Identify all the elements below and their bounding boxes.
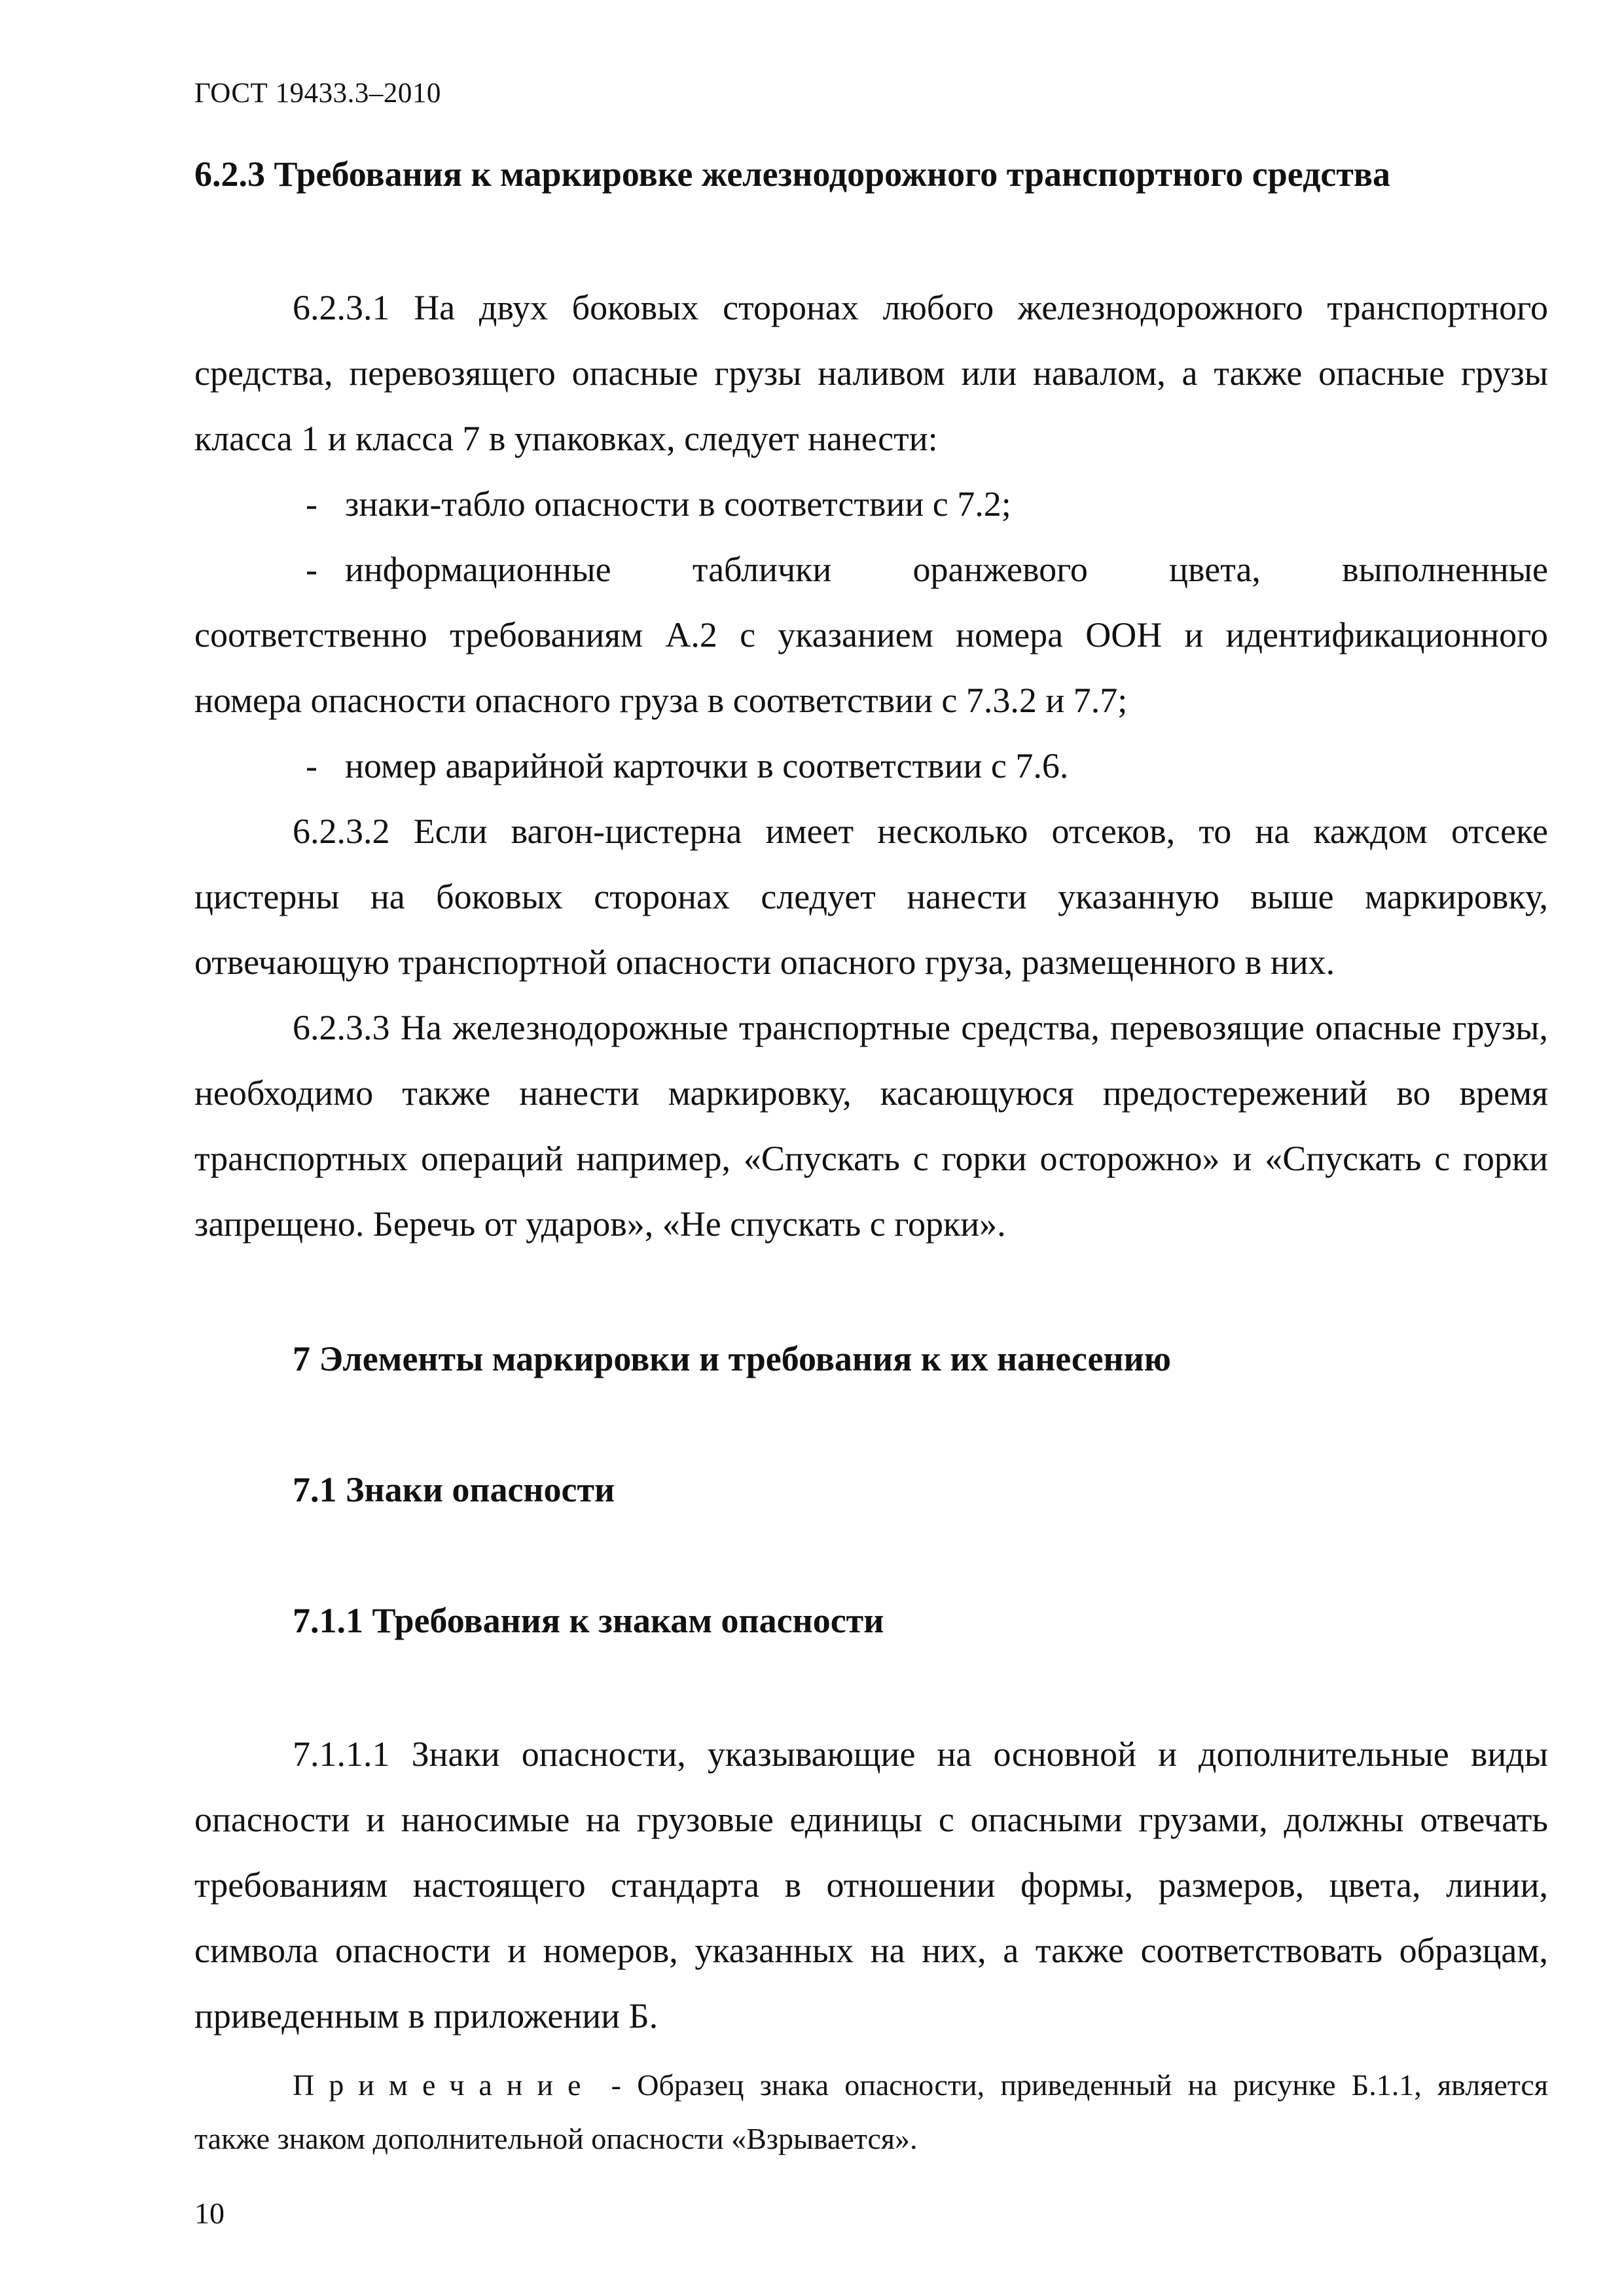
list-dash: - (306, 550, 317, 589)
heading-section-7: 7 Элементы маркировки и требования к их нанесению (293, 1339, 1171, 1378)
list-item-text: номер аварийной карточки в соответствии с 7.6. (345, 746, 1069, 785)
note-text: - Образец знака опасности, приведенный на рисунке Б.1.1, является также знаком дополнительной опасности «Взрывается». (194, 2068, 1549, 2155)
list-dash: - (306, 484, 317, 524)
list-item-text-first: информационные таблички оранжевого цвета, выполненные (345, 550, 1548, 589)
standard-code-header: ГОСТ 19433.3–2010 (194, 78, 441, 109)
list-item-3 (194, 733, 1548, 798)
paragraph-6-2-3-2: 6.2.3.2 Если вагон-цистерна имеет несколько отсеков, то на каждом отсеке цистерны на боковых сторонах следует нанести указанную выше маркировку, отвечающую транспортной опасности опасного груза, размещенного в них. (194, 812, 1548, 982)
paragraph-6-2-3-1: 6.2.3.1 На двух боковых сторонах любого железнодорожного транспортного средства, перевозящего опасные грузы наливом или навалом, а также опасные грузы класса 1 и класса 7 в упаковках, следует нанести: (194, 288, 1548, 458)
list-item-first-line (194, 537, 1548, 602)
heading-7-1-1: 7.1.1 Требования к знакам опасности (293, 1601, 884, 1640)
heading-6-2-3: 6.2.3 Требования к маркировке железнодорожного транспортного средства (194, 154, 1391, 194)
note (194, 2058, 1548, 2166)
heading-7-1: 7.1 Знаки опасности (293, 1470, 615, 1509)
list-dash: - (306, 746, 317, 785)
list-item-2 (194, 537, 1548, 733)
paragraph-7-1-1-1: 7.1.1.1 Знаки опасности, указывающие на основной и дополнительные виды опасности и наносимые на грузовые единицы с опасными грузами, должны отвечать требованиям настоящего стандарта в отношении формы, размеров, цвета, линии, символа опасности и номеров, указанных на них, а также соответствовать образцам, приведенным в приложении Б. (194, 1734, 1548, 2036)
list-item-1 (194, 471, 1548, 537)
list-item-text-rest: соответственно требованиям А.2 с указанием номера ООН и идентификационного номера опасности опасного груза в соответствии с 7.3.2 и 7.7; (194, 615, 1548, 720)
page-number: 10 (194, 2197, 225, 2230)
paragraph-6-2-3-3: 6.2.3.3 На железнодорожные транспортные средства, перевозящие опасные грузы, необходимо также нанести маркировку, касающуюся предостережений во время транспортных операций например, «Спускать с горки осторожно» и «Спускать с горки запрещено. Беречь от ударов», «Не спускать с горки». (194, 1008, 1548, 1244)
note-label: Примечание (293, 2068, 596, 2102)
list-item-text: знаки-табло опасности в соответствии с 7.2; (345, 484, 1011, 524)
